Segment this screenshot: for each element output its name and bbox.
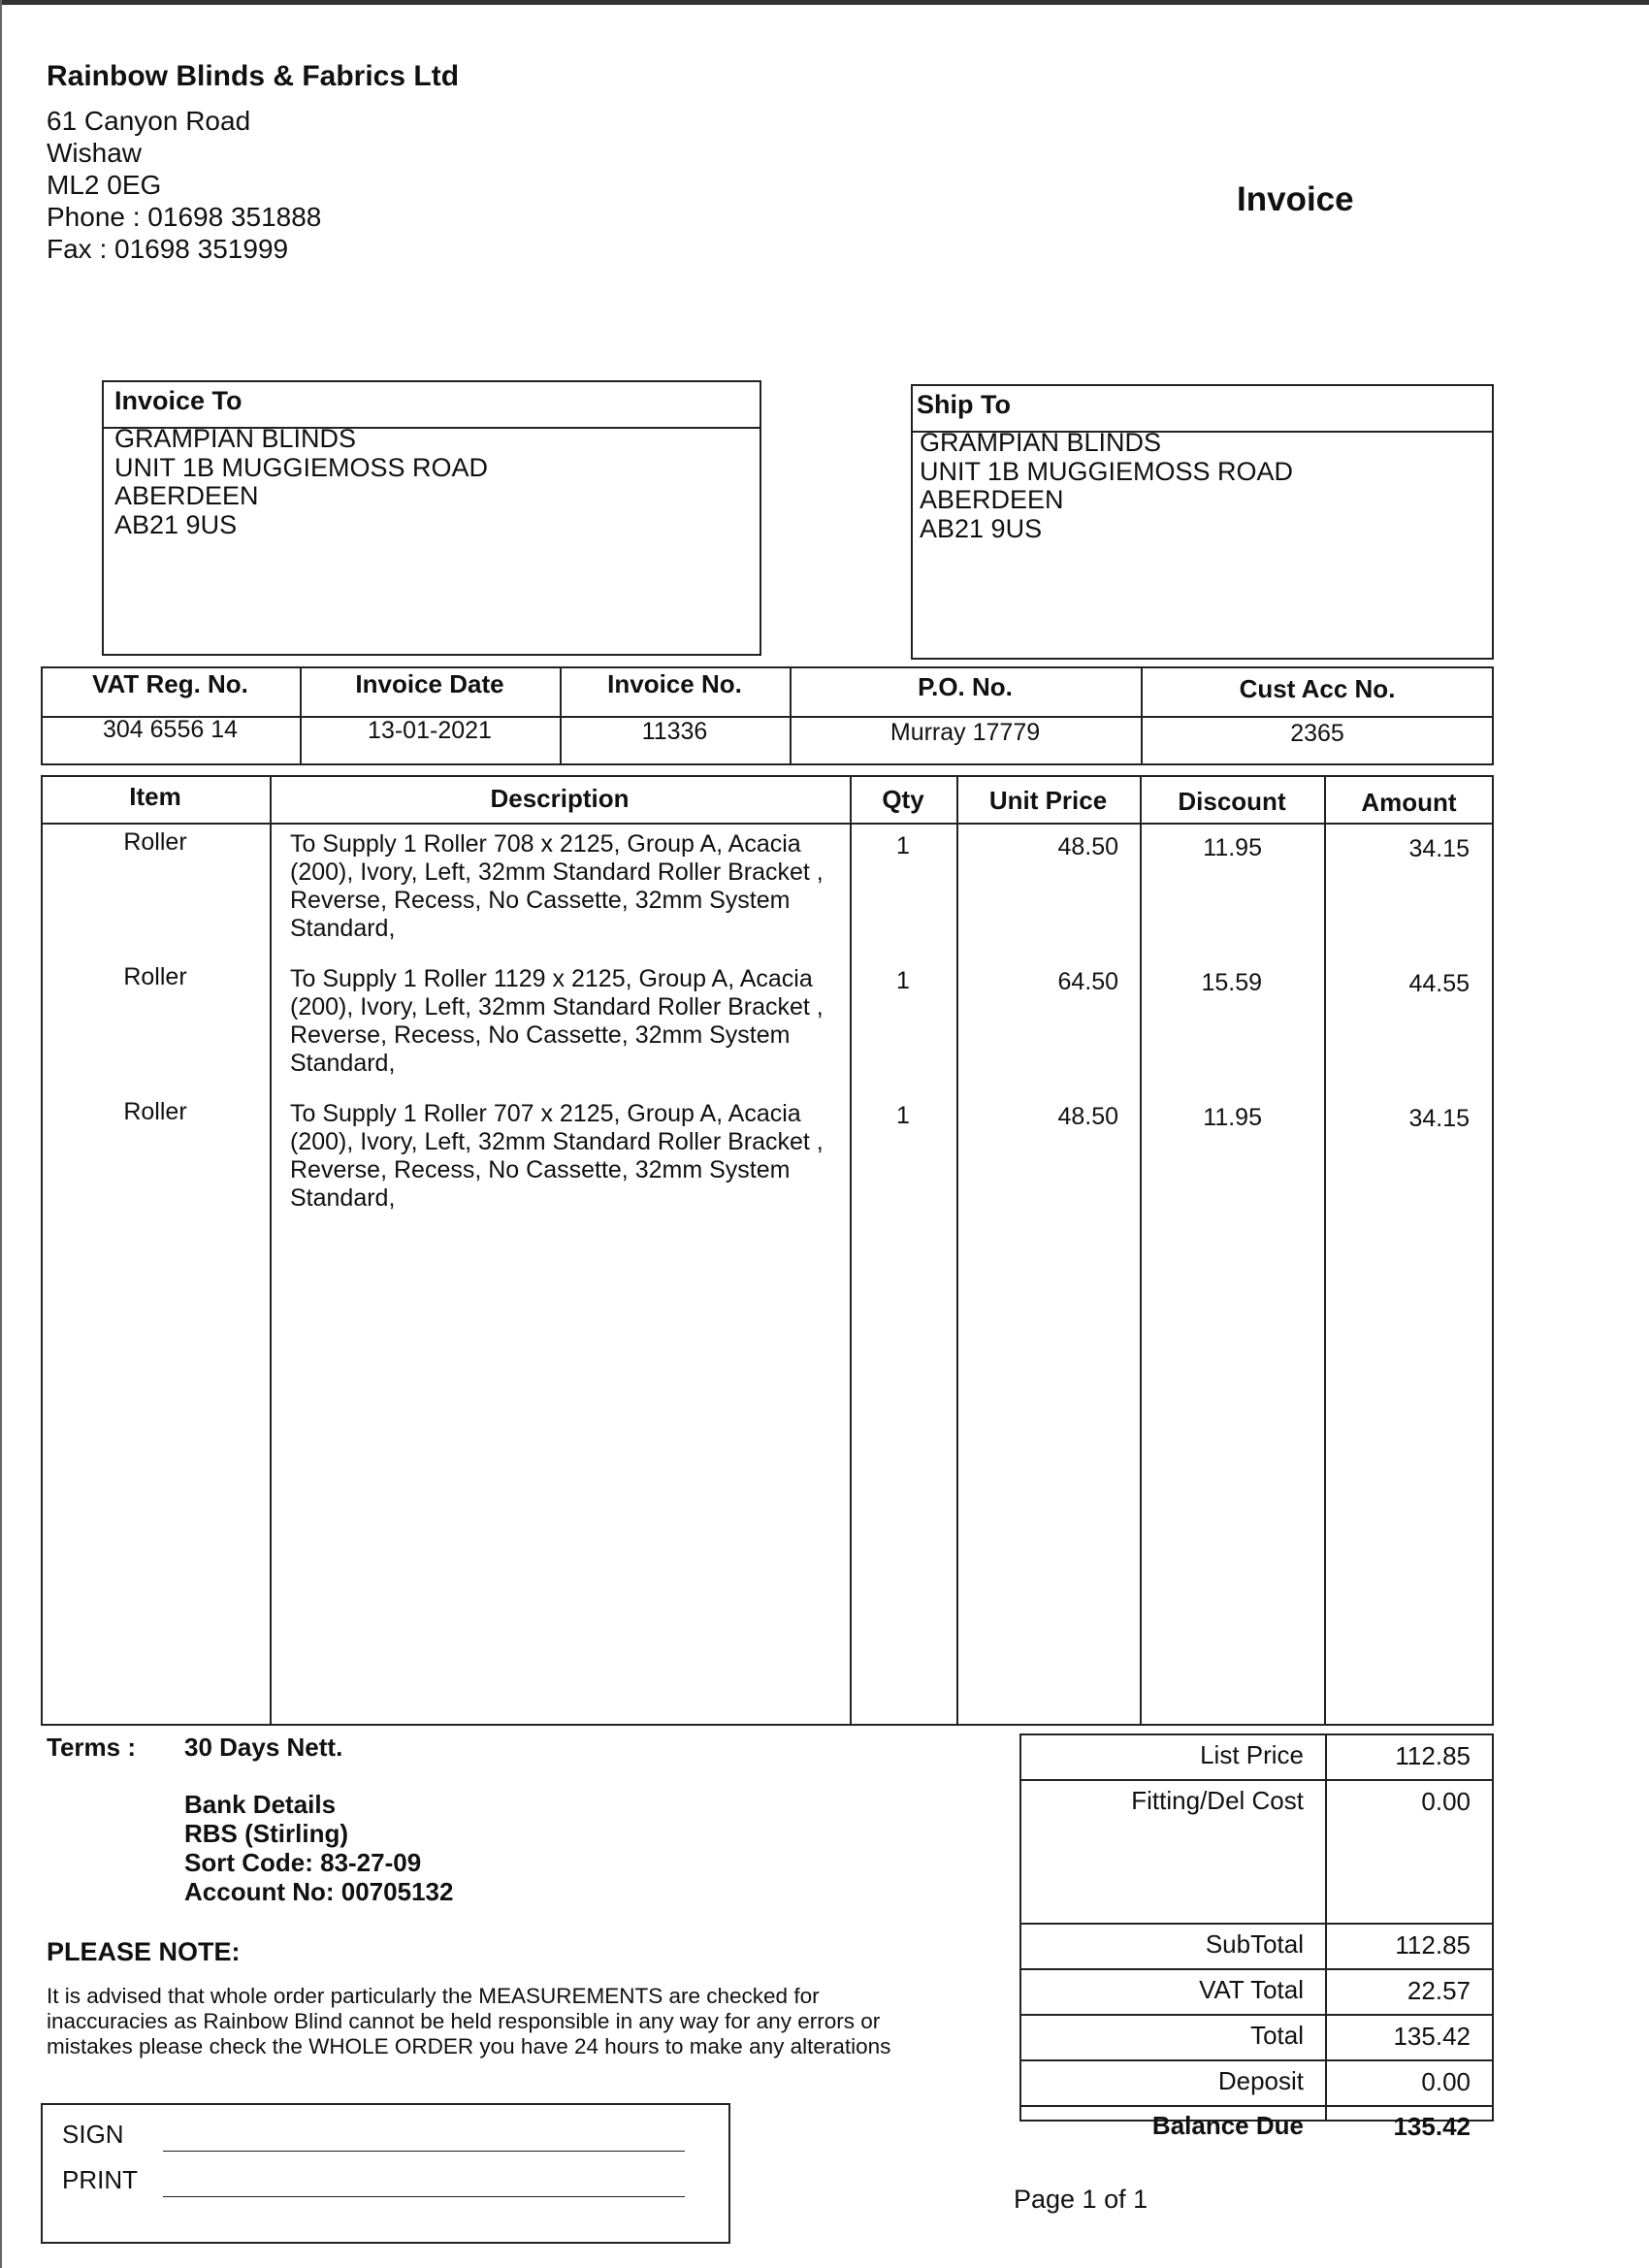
bank-details: [184, 1790, 453, 1906]
table-row-description: To Supply 1 Roller 707 x 2125, Group A, Acacia (200), Ivory, Left, 32mm Standard Roller Bracket , Reverse, Recess, No Cassette, 32mm System Standard,: [290, 1100, 824, 1212]
bank-name: RBS (Stirling): [184, 1819, 348, 1848]
table-row-qty: 1: [896, 1102, 910, 1129]
table-row-description: To Supply 1 Roller 1129 x 2125, Group A, Acacia (200), Ivory, Left, 32mm Standard Roller Bracket , Reverse, Recess, No Cassette, 32mm System Standard,: [290, 965, 824, 1077]
please-note-line: It is advised that whole order particularly the MEASUREMENTS are checked for: [47, 1984, 820, 2008]
invoice-to-address: [114, 425, 488, 539]
table-row-discount: 11.95: [1203, 1104, 1262, 1131]
company-town: Wishaw: [47, 138, 143, 168]
company-phone: Phone : 01698 351888: [47, 202, 322, 232]
invoice-to-heading: Invoice To: [114, 386, 242, 415]
deposit-value: 0.00: [1421, 2067, 1471, 2096]
fitting-cost-label: Fitting/Del Cost: [1131, 1786, 1304, 1815]
cust-acc-header: Cust Acc No.: [1239, 674, 1396, 703]
invoice-to-line: AB21 9US: [114, 509, 238, 539]
table-row-unit-price: 64.50: [1057, 968, 1118, 995]
ship-to-heading: Ship To: [917, 390, 1011, 419]
discount-header: Discount: [1178, 787, 1286, 816]
items-col-line: [956, 775, 958, 1726]
print-line[interactable]: [163, 2196, 685, 2197]
vat-total-value: 22.57: [1406, 1976, 1471, 2005]
summary-row-line: [1019, 1968, 1494, 1970]
company-fax: Fax : 01698 351999: [47, 234, 289, 264]
ship-to-address: [920, 429, 1293, 543]
items-col-line: [1140, 775, 1142, 1726]
ship-to-line: ABERDEEN: [920, 485, 1064, 514]
please-note-text: [47, 1984, 890, 2059]
balance-due-label: Balance Due: [1151, 2111, 1304, 2140]
sign-label: SIGN: [62, 2120, 124, 2149]
deposit-label: Deposit: [1217, 2066, 1304, 2095]
amount-header: Amount: [1361, 788, 1457, 817]
please-note-line: inaccuracies as Rainbow Blind cannot be held responsible in any way for any errors or: [47, 2009, 881, 2033]
ship-to-line: AB21 9US: [920, 513, 1043, 543]
table-row-item: Roller: [123, 963, 187, 990]
total-value: 135.42: [1393, 2022, 1471, 2051]
table-row-item: Roller: [123, 1098, 187, 1125]
company-street: 61 Canyon Road: [47, 106, 251, 136]
invoice-to-line: ABERDEEN: [114, 481, 259, 510]
unit-price-header: Unit Price: [988, 786, 1108, 815]
invoice-no-value: 11336: [641, 718, 708, 745]
table-row-qty: 1: [896, 832, 910, 859]
summary-row-line: [1019, 1779, 1494, 1781]
list-price-label: List Price: [1200, 1740, 1304, 1769]
invoice-to-line: GRAMPIAN BLINDS: [114, 424, 357, 453]
table-row-amount: 44.55: [1408, 970, 1470, 997]
vat-reg-header: VAT Reg. No.: [92, 669, 248, 698]
total-label: Total: [1250, 2021, 1304, 2050]
po-no-header: P.O. No.: [918, 672, 1013, 701]
vat-total-label: VAT Total: [1199, 1975, 1304, 2004]
please-note-line: mistakes please check the WHOLE ORDER you have 24 hours to make any alterations: [47, 2034, 891, 2058]
table-row-amount: 34.15: [1408, 1105, 1470, 1132]
summary-row-line: [1019, 2105, 1494, 2107]
table-row-item: Roller: [123, 828, 187, 856]
invoice-to-line: UNIT 1B MUGGIEMOSS ROAD: [114, 452, 489, 482]
ship-to-line: UNIT 1B MUGGIEMOSS ROAD: [920, 456, 1294, 486]
cust-acc-value: 2365: [1290, 720, 1344, 747]
invoice-date-header: Invoice Date: [355, 669, 504, 698]
summary-row-line: [1019, 1923, 1494, 1925]
table-row-unit-price: 48.50: [1057, 833, 1118, 860]
ship-to-line: GRAMPIAN BLINDS: [920, 428, 1162, 457]
items-col-line: [1324, 775, 1326, 1726]
vat-reg-value: 304 6556 14: [102, 716, 239, 743]
table-row-discount: 11.95: [1203, 834, 1262, 861]
fitting-cost-value: 0.00: [1421, 1787, 1471, 1816]
item-header: Item: [129, 782, 181, 811]
page-number: Page 1 of 1: [1014, 2185, 1148, 2214]
document-title: Invoice: [1237, 180, 1354, 218]
summary-row-line: [1019, 2059, 1494, 2061]
invoice-no-header: Invoice No.: [607, 669, 742, 698]
print-label: PRINT: [62, 2165, 138, 2194]
summary-row-line: [1019, 2014, 1494, 2016]
account-number: Account No: 00705132: [184, 1877, 454, 1906]
description-header: Description: [490, 784, 630, 813]
company-address: [47, 107, 321, 267]
subtotal-label: SubTotal: [1205, 1929, 1304, 1959]
table-row-amount: 34.15: [1408, 835, 1470, 862]
items-header-line: [41, 823, 1494, 825]
list-price-value: 112.85: [1395, 1741, 1471, 1770]
sort-code: Sort Code: 83-27-09: [184, 1848, 422, 1877]
table-row-description: To Supply 1 Roller 708 x 2125, Group A, Acacia (200), Ivory, Left, 32mm Standard Roller Bracket , Reverse, Recess, No Cassette, 32mm System Standard,: [290, 830, 824, 942]
company-name: Rainbow Blinds & Fabrics Ltd: [47, 60, 460, 92]
items-col-line: [850, 775, 852, 1726]
terms-value: 30 Days Nett.: [184, 1733, 343, 1762]
balance-due-value: 135.42: [1393, 2112, 1471, 2141]
company-postcode: ML2 0EG: [47, 170, 162, 200]
please-note-heading: PLEASE NOTE:: [47, 1937, 241, 1966]
invoice-date-value: 13-01-2021: [368, 717, 492, 744]
scan-top-edge: [0, 0, 1649, 5]
subtotal-value: 112.85: [1395, 1930, 1471, 1960]
table-row-unit-price: 48.50: [1057, 1103, 1118, 1130]
qty-header: Qty: [882, 785, 924, 814]
po-no-value: Murray 17779: [889, 719, 1041, 746]
bank-details-heading: Bank Details: [184, 1790, 337, 1819]
sign-line[interactable]: [163, 2151, 685, 2152]
signature-box: [41, 2103, 730, 2244]
items-col-line: [270, 775, 272, 1726]
scan-left-edge: [0, 0, 2, 2268]
terms-label: Terms :: [47, 1733, 136, 1762]
table-row-discount: 15.59: [1201, 969, 1262, 996]
table-row-qty: 1: [896, 967, 910, 994]
